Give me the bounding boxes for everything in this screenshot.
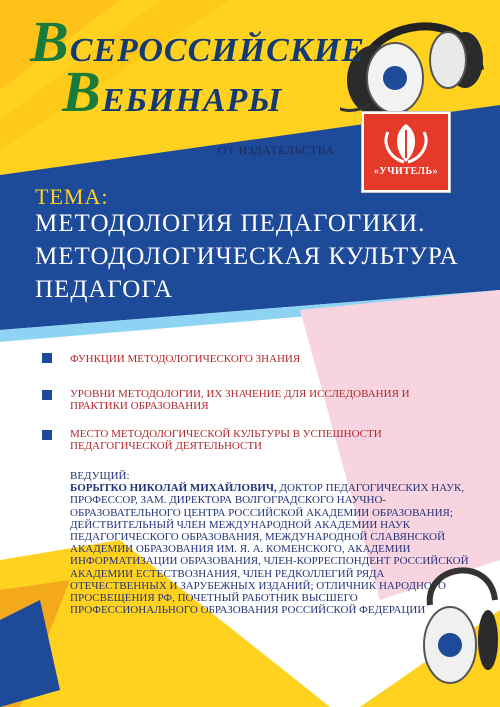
title-rest-1: СЕРОССИЙСКИЕ [69,32,366,69]
headset-icon [420,545,500,695]
point-item: ФУНКЦИИ МЕТОДОЛОГИЧЕСКОГО ЗНАНИЯ [70,353,301,365]
presenter-bio: ДОКТОР ПЕДАГОГИЧЕСКИХ НАУК, ПРОФЕССОР, ЗАМ. ДИРЕКТОРА ВОЛГОГРАДСКОГО НАУЧНО-ОБРАЗОВАТЕЛЬНОГО ЦЕНТРА РОССИЙСКОЙ АКАДЕМИИ ОБРАЗОВАНИЯ; ДЕЙСТВИТЕЛЬНЫЙ ЧЛЕН МЕЖДУНАРОДНОЙ АКАДЕМИИ НАУК ПЕДАГОГИЧЕСКОГО ОБРАЗОВАНИЯ, МЕЖДУНАРОДНОЙ СЛАВЯНСКОЙ АКАДЕМИИ ОБРАЗОВАНИЯ ИМ. Я. А. КОМЕНСКОГО, АКАДЕМИИ ИНФОРМАТИЗАЦИИ ОБРАЗОВАНИЯ, ЧЛЕН-КОРРЕСПОНДЕНТ РОССИЙСКОЙ АКАДЕМИИ ЕСТЕСТВОЗНАНИЯ, ЧЛЕН РЕДКОЛЛЕГИЙ РЯДА ОТЕЧЕСТВЕННЫХ И ЗАРУБЕЖНЫХ ИЗДАНИЙ; ОТЛИЧНИК НАРОДНОГО ПРОСВЕЩЕНИЯ РФ, ПОЧЕТНЫЙ РАБОТНИК ВЫСШЕГО ПРОФЕССИОНАЛЬНОГО ОБРАЗОВАНИЯ РОССИЙСКОЙ ФЕДЕРАЦИИ [70,482,469,617]
logo-name: «УЧИТЕЛЬ» [373,166,439,177]
point-item: УРОВНИ МЕТОДОЛОГИИ, ИХ ЗНАЧЕНИЕ ДЛЯ ИССЛЕДОВАНИЯ И ПРАКТИКИ ОБРАЗОВАНИЯ [70,388,410,412]
title-cap-2: В [62,59,102,124]
title-cap-1: В [30,9,70,74]
header-title-line2 [62,58,282,125]
bullet-marker [42,430,52,440]
presenter-label: ВЕДУЩИЙ: [70,470,130,482]
topic-line-3: ПЕДАГОГА [35,276,174,303]
presenter-block [70,470,470,616]
presenter-name: БОРЫТКО НИКОЛАЙ МИХАЙЛОВИЧ, [70,482,277,495]
title-rest-2: ЕБИНАРЫ [101,82,283,119]
publisher-logo [362,112,450,192]
topic-label: ТЕМА: [35,184,109,209]
bullet-marker [42,390,52,400]
topic-line-1: МЕТОДОЛОГИЯ ПЕДАГОГИКИ. [35,210,426,237]
bullet-marker [42,353,52,363]
teacher-logo-icon [364,118,448,168]
topic-line-2: МЕТОДОЛОГИЧЕСКАЯ КУЛЬТУРА [35,243,459,270]
publisher-label: ОТ ИЗДАТЕЛЬСТВА [218,143,335,157]
point-item: МЕСТО МЕТОДОЛОГИЧЕСКОЙ КУЛЬТУРЫ В УСПЕШНОСТИ ПЕДАГОГИЧЕСКОЙ ДЕЯТЕЛЬНОСТИ [70,428,382,452]
